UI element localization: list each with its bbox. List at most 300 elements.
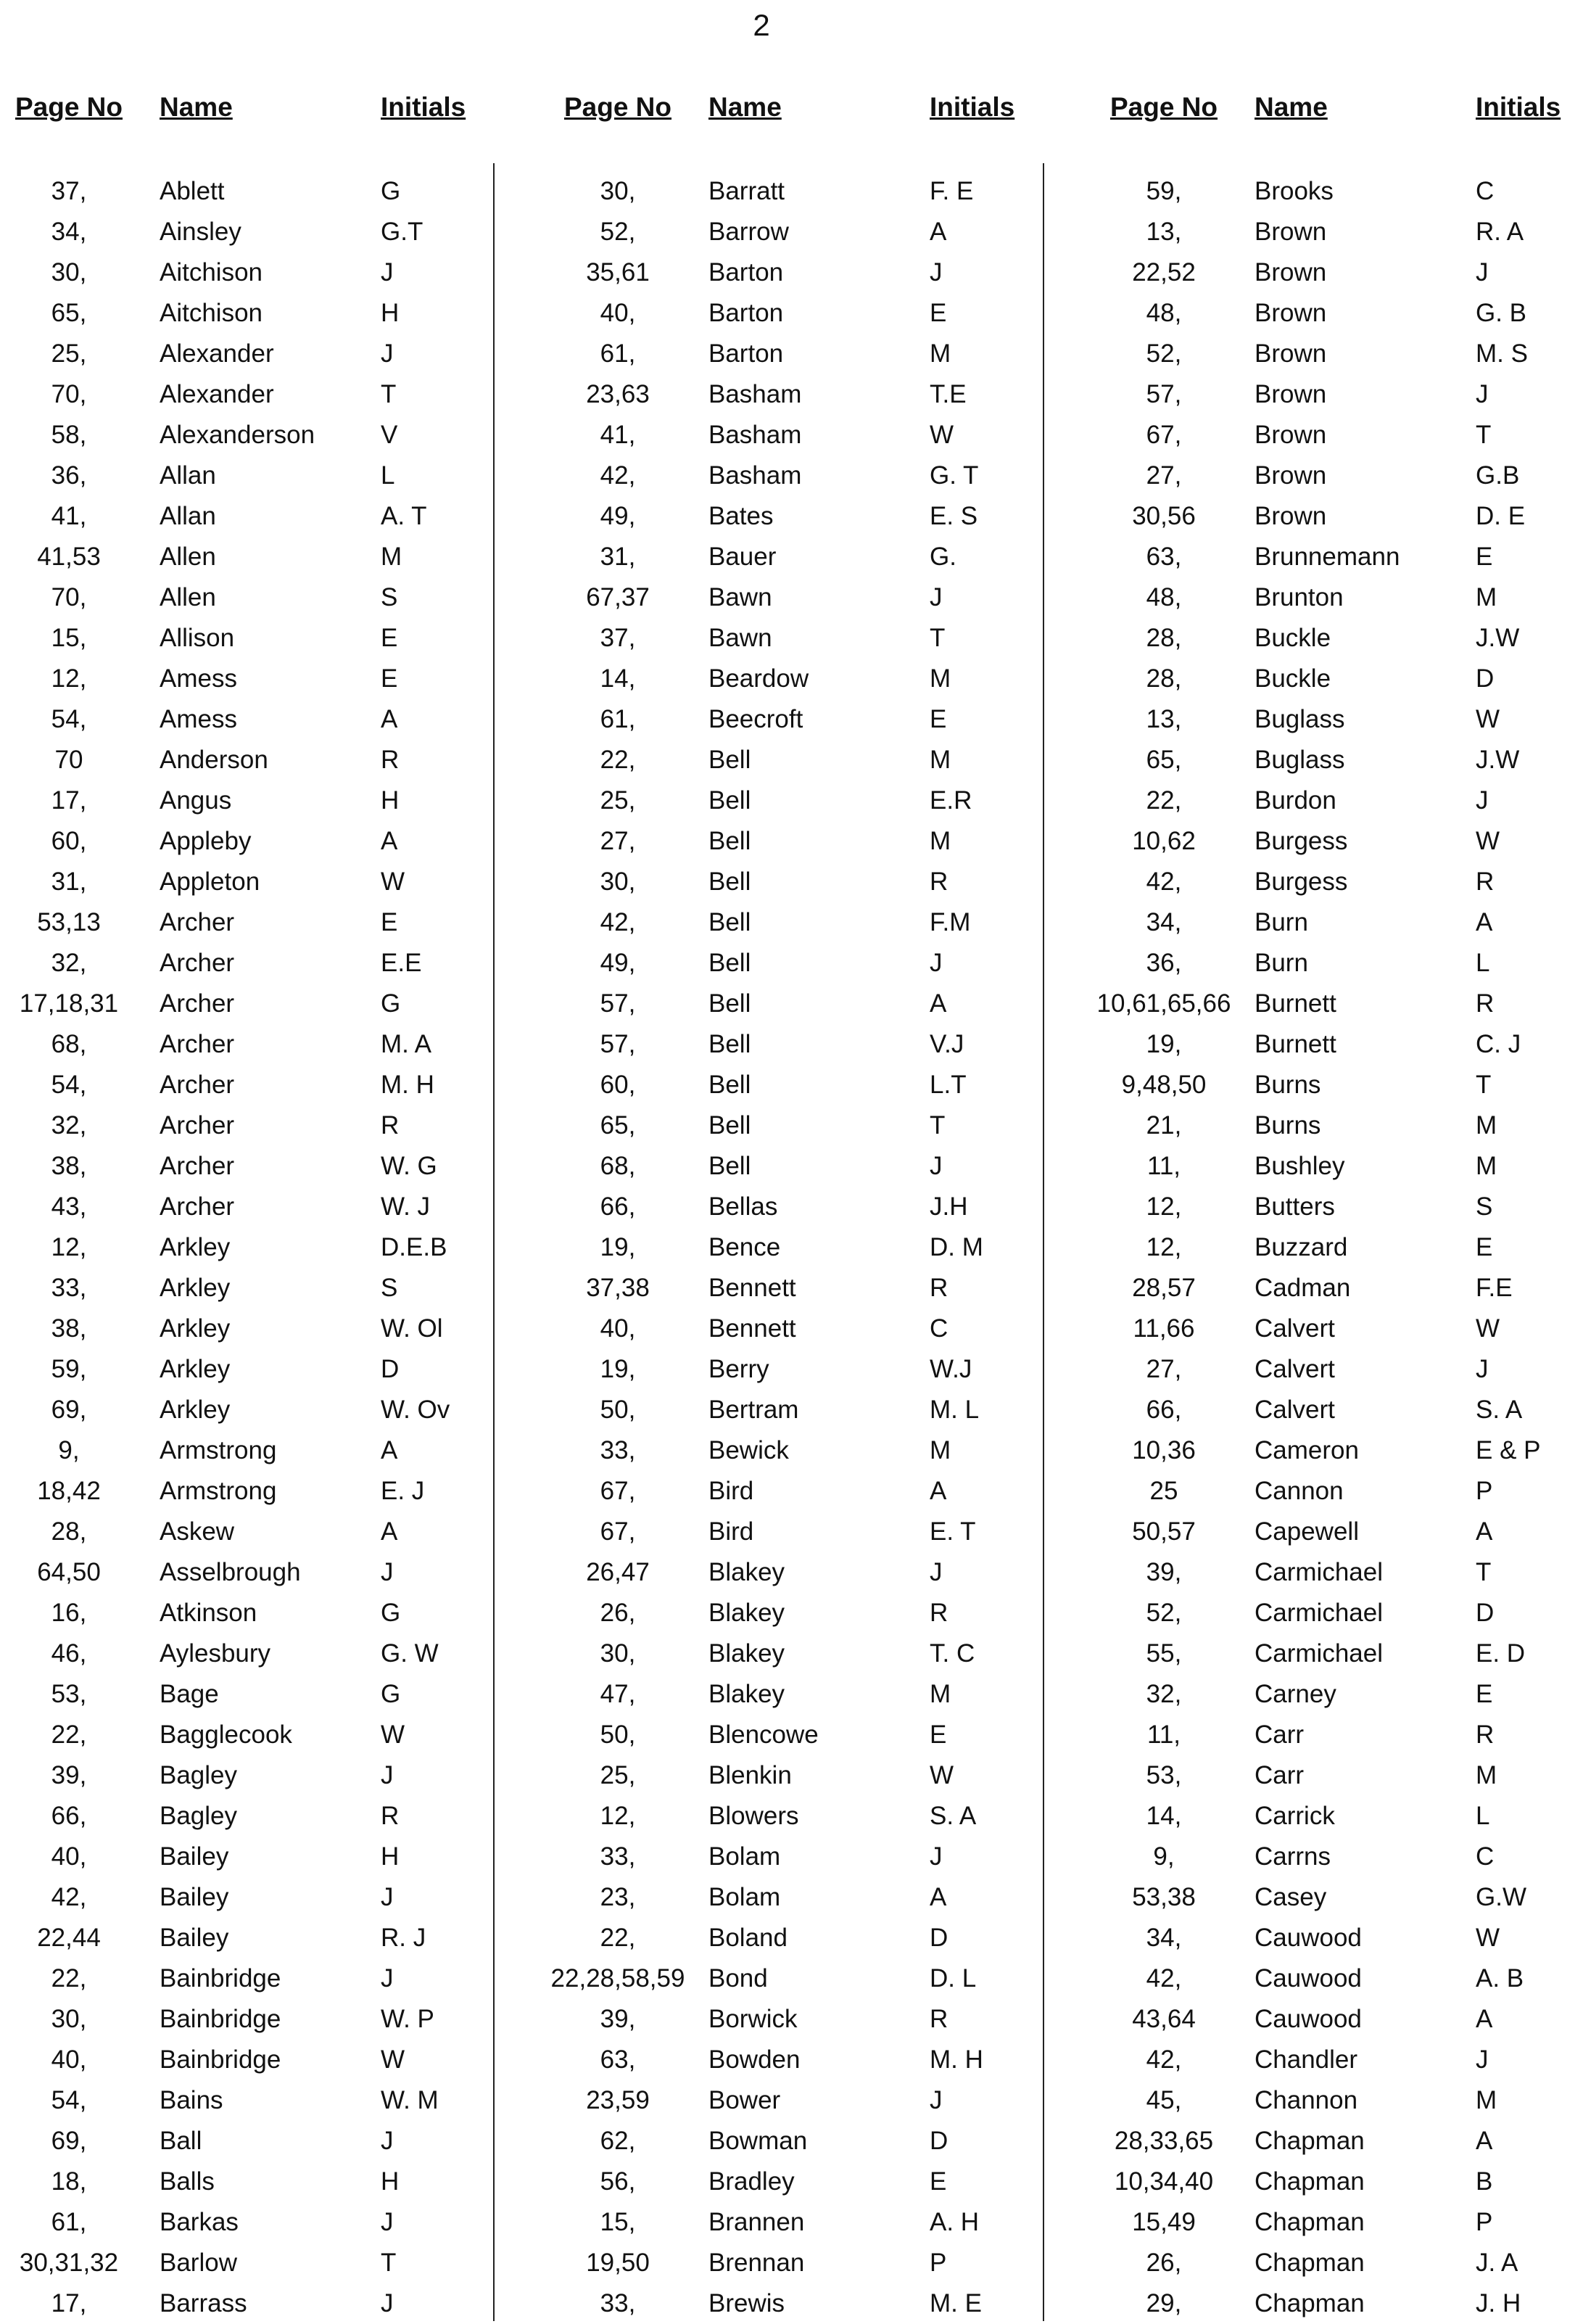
name-cell: Borwick [708, 2005, 798, 2033]
index-row [1095, 577, 1583, 618]
index-row [1095, 1999, 1583, 2040]
name-cell: Allan [160, 461, 216, 490]
page-no-cell: 19, [600, 1233, 636, 1261]
initials-cell: E [381, 908, 398, 936]
name-cell: Bond [708, 1964, 768, 1993]
initials-cell: T [1476, 1071, 1492, 1099]
page-no-cell: 39, [600, 2005, 636, 2033]
page-no-cell: 15, [600, 2208, 636, 2236]
page-no-cell: 12, [1146, 1192, 1182, 1221]
index-row [549, 456, 1057, 496]
name-cell: Archer [160, 1192, 235, 1221]
index-row [0, 1105, 508, 1146]
initials-cell: E [1476, 1680, 1493, 1708]
initials-cell: W [381, 868, 405, 896]
initials-cell: H [381, 2167, 400, 2196]
page-no-cell: 59, [1146, 177, 1182, 205]
name-cell: Burns [1255, 1071, 1321, 1099]
index-row [549, 252, 1057, 293]
page-number: 2 [753, 8, 770, 42]
name-cell: Bainbridge [160, 1964, 281, 1993]
index-row [0, 740, 508, 780]
initials-cell: E. D [1476, 1639, 1526, 1668]
index-row [1095, 699, 1583, 740]
page-no-cell: 42, [600, 908, 636, 936]
initials-cell: A. B [1476, 1964, 1524, 1993]
initials-cell: L.T [930, 1071, 967, 1099]
page-no-cell: 12, [51, 664, 87, 693]
name-cell: Bertram [708, 1396, 799, 1424]
page-no-cell: 54, [51, 705, 87, 733]
initials-cell: S. A [930, 1802, 977, 1830]
initials-cell: C [930, 1314, 948, 1343]
initials-cell: A [930, 989, 947, 1018]
index-row [1095, 1674, 1583, 1715]
page-no-cell: 42, [1146, 2045, 1182, 2074]
name-cell: Carr [1255, 1761, 1305, 1789]
initials-cell: E.E [381, 949, 422, 977]
page-no-cell: 37, [51, 177, 87, 205]
initials-cell: W [1476, 827, 1500, 855]
page-no-cell: 50, [600, 1721, 636, 1749]
initials-cell: E & P [1476, 1436, 1541, 1464]
page-no-cell: 10,62 [1132, 827, 1196, 855]
index-row [1095, 374, 1583, 415]
page-no-cell: 66, [600, 1192, 636, 1221]
index-row [549, 1430, 1057, 1471]
name-cell: Boland [708, 1924, 788, 1952]
index-row [549, 1999, 1057, 2040]
name-cell: Brunton [1255, 583, 1344, 611]
page-no-cell: 48, [1146, 299, 1182, 327]
index-row [0, 943, 508, 984]
page-no-cell: 40, [600, 1314, 636, 1343]
page-no-cell: 52, [600, 218, 636, 246]
index-row [0, 1593, 508, 1633]
index-row [0, 1390, 508, 1430]
index-row [0, 659, 508, 699]
name-cell: Bell [708, 868, 751, 896]
initials-cell: D. L [930, 1964, 977, 1993]
name-cell: Basham [708, 421, 802, 449]
initials-cell: E. S [930, 502, 978, 530]
page-no-cell: 27, [600, 827, 636, 855]
initials-cell: W [1476, 1924, 1500, 1952]
header-name: Name [708, 92, 782, 122]
initials-cell: J [930, 258, 943, 287]
name-cell: Barton [708, 258, 784, 287]
initials-cell: D. E [1476, 502, 1526, 530]
index-row [0, 2202, 508, 2243]
index-row [549, 1958, 1057, 1999]
name-cell: Cadman [1255, 1274, 1351, 1302]
name-cell: Burns [1255, 1111, 1321, 1140]
page-no-cell: 68, [51, 1030, 87, 1058]
page-no-cell: 60, [51, 827, 87, 855]
initials-cell: W [1476, 705, 1500, 733]
index-row [549, 577, 1057, 618]
initials-cell: D [930, 1924, 948, 1952]
page-no-cell: 34, [1146, 908, 1182, 936]
page-no-cell: 50, [600, 1396, 636, 1424]
index-row [549, 293, 1057, 334]
page-no-cell: 26,47 [586, 1558, 650, 1586]
index-row [1095, 415, 1583, 456]
index-row [1095, 943, 1583, 984]
index-row [1095, 212, 1583, 252]
page-no-cell: 39, [1146, 1558, 1182, 1586]
index-row [1095, 1309, 1583, 1349]
header-spacer [549, 129, 1057, 171]
index-row [549, 2202, 1057, 2243]
name-cell: Archer [160, 1030, 235, 1058]
initials-cell: R. A [1476, 218, 1524, 246]
name-cell: Barkas [160, 2208, 239, 2236]
name-cell: Brown [1255, 299, 1327, 327]
name-cell: Blakey [708, 1639, 785, 1668]
name-cell: Casey [1255, 1883, 1327, 1911]
index-row [549, 1309, 1057, 1349]
initials-cell: A [1476, 908, 1493, 936]
index-row [1095, 1146, 1583, 1187]
name-cell: Buglass [1255, 746, 1345, 774]
page-no-cell: 30, [600, 1639, 636, 1668]
index-row [1095, 2080, 1583, 2121]
name-cell: Bell [708, 1152, 751, 1180]
initials-cell: S [1476, 1192, 1493, 1221]
initials-cell: J [381, 2208, 394, 2236]
page-no-cell: 41,53 [37, 543, 101, 571]
page-no-cell: 10,34,40 [1114, 2167, 1214, 2196]
page-no-cell: 59, [51, 1355, 87, 1383]
initials-cell: R. J [381, 1924, 426, 1952]
name-cell: Basham [708, 380, 802, 408]
name-cell: Burnett [1255, 989, 1336, 1018]
index-row [1095, 659, 1583, 699]
page-no-cell: 67,37 [586, 583, 650, 611]
initials-cell: H [381, 1842, 400, 1871]
index-row [1095, 984, 1583, 1024]
index-row [1095, 1796, 1583, 1837]
page-no-cell: 28,33,65 [1114, 2127, 1214, 2155]
name-cell: Beardow [708, 664, 809, 693]
initials-cell: M. H [930, 2045, 983, 2074]
index-row [0, 1227, 508, 1268]
initials-cell: R [930, 2005, 948, 2033]
page-no-cell: 16, [51, 1599, 87, 1627]
index-row [0, 862, 508, 902]
initials-cell: D. M [930, 1233, 983, 1261]
name-cell: Brown [1255, 461, 1327, 490]
column-header-row [0, 86, 508, 129]
name-cell: Blencowe [708, 1721, 819, 1749]
page-no-cell: 22,28,58,59 [550, 1964, 685, 1993]
page-no-cell: 32, [51, 1111, 87, 1140]
page-no-cell: 9, [1153, 1842, 1175, 1871]
page-no-cell: 54, [51, 1071, 87, 1099]
header-page-no: Page No [15, 92, 123, 122]
initials-cell: S. A [1476, 1396, 1523, 1424]
page-no-cell: 61, [51, 2208, 87, 2236]
page-no-cell: 70 [54, 746, 83, 774]
initials-cell: E [381, 624, 398, 652]
initials-cell: D [381, 1355, 400, 1383]
initials-cell: M. L [930, 1396, 980, 1424]
page-no-cell: 11,66 [1133, 1314, 1195, 1343]
name-cell: Anderson [160, 746, 268, 774]
index-row [1095, 862, 1583, 902]
name-cell: Archer [160, 949, 235, 977]
name-cell: Buglass [1255, 705, 1345, 733]
initials-cell: J [381, 1883, 394, 1911]
initials-cell: F.E [1476, 1274, 1513, 1302]
name-cell: Bailey [160, 1842, 229, 1871]
initials-cell: T [930, 624, 946, 652]
page-no-cell: 15,49 [1132, 2208, 1196, 2236]
page-no-cell: 65, [1146, 746, 1182, 774]
index-row [1095, 2040, 1583, 2080]
index-row [0, 1999, 508, 2040]
page-no-cell: 30,56 [1132, 502, 1196, 530]
page-no-cell: 33, [600, 2289, 636, 2317]
page-no-cell: 56, [600, 2167, 636, 2196]
page-no-cell: 28, [51, 1517, 87, 1546]
page-no-cell: 38, [51, 1314, 87, 1343]
initials-cell: W [930, 1761, 954, 1789]
name-cell: Archer [160, 908, 235, 936]
name-cell: Ball [160, 2127, 202, 2155]
name-cell: Blakey [708, 1680, 785, 1708]
index-row [1095, 456, 1583, 496]
name-cell: Bawn [708, 583, 772, 611]
page-no-cell: 63, [1146, 543, 1182, 571]
initials-cell: R [381, 1111, 400, 1140]
name-cell: Asselbrough [160, 1558, 301, 1586]
page-no-cell: 19,50 [586, 2249, 650, 2277]
initials-cell: D [1476, 664, 1495, 693]
name-cell: Allan [160, 502, 216, 530]
page-no-cell: 14, [600, 664, 636, 693]
header-page-no: Page No [1109, 92, 1218, 122]
page-no-cell: 49, [600, 502, 636, 530]
index-row [0, 1674, 508, 1715]
name-cell: Bennett [708, 1314, 796, 1343]
name-cell: Bowman [708, 2127, 808, 2155]
initials-cell: G. [930, 543, 956, 571]
name-cell: Aitchison [160, 299, 263, 327]
index-row [549, 1633, 1057, 1674]
name-cell: Barton [708, 299, 784, 327]
index-row [0, 252, 508, 293]
name-cell: Blakey [708, 1558, 785, 1586]
index-row [0, 1187, 508, 1227]
page-no-cell: 40, [51, 2045, 87, 2074]
name-cell: Barton [708, 339, 784, 368]
page-no-cell: 68, [600, 1152, 636, 1180]
name-cell: Cauwood [1255, 2005, 1362, 2033]
page-no-cell: 35,61 [586, 258, 650, 287]
page-no-cell: 30, [600, 868, 636, 896]
page-no-cell: 48, [1146, 583, 1182, 611]
page-no-cell: 13, [1146, 218, 1182, 246]
index-row [0, 171, 508, 212]
initials-cell: T [1476, 1558, 1492, 1586]
page-no-cell: 25, [600, 1761, 636, 1789]
name-cell: Bagglecook [160, 1721, 292, 1749]
initials-cell: S [381, 583, 398, 611]
index-row [549, 1755, 1057, 1796]
page-no-cell: 62, [600, 2127, 636, 2155]
column-header-row [549, 86, 1057, 129]
index-row [0, 1552, 508, 1593]
index-row [1095, 334, 1583, 374]
initials-cell: E [930, 299, 947, 327]
initials-cell: J [1476, 380, 1489, 408]
initials-cell: B [1476, 2167, 1493, 2196]
initials-cell: R [930, 1274, 948, 1302]
initials-cell: W [930, 421, 954, 449]
initials-cell: J [381, 1761, 394, 1789]
initials-cell: M [930, 1680, 951, 1708]
name-cell: Allen [160, 543, 216, 571]
page-no-cell: 66, [51, 1802, 87, 1830]
index-row [549, 1593, 1057, 1633]
initials-cell: M [1476, 1761, 1497, 1789]
index-row [1095, 1105, 1583, 1146]
initials-cell: A [1476, 2127, 1493, 2155]
name-cell: Bower [708, 2086, 781, 2114]
initials-cell: W [381, 1721, 405, 1749]
name-cell: Bird [708, 1477, 754, 1505]
page-no-cell: 42, [1146, 868, 1182, 896]
name-cell: Butters [1255, 1192, 1335, 1221]
name-cell: Carmichael [1255, 1558, 1383, 1586]
index-row [1095, 1755, 1583, 1796]
index-row [0, 984, 508, 1024]
name-cell: Appleton [160, 868, 260, 896]
name-cell: Bowden [708, 2045, 801, 2074]
index-row [549, 415, 1057, 456]
name-cell: Bell [708, 908, 751, 936]
page-no-cell: 22, [1146, 786, 1182, 815]
index-row [0, 1024, 508, 1065]
initials-cell: M [381, 543, 402, 571]
initials-cell: G [381, 1599, 401, 1627]
name-cell: Brown [1255, 258, 1327, 287]
name-cell: Chapman [1255, 2127, 1365, 2155]
index-row [549, 1877, 1057, 1918]
page-no-cell: 60, [600, 1071, 636, 1099]
page-no-cell: 47, [600, 1680, 636, 1708]
name-cell: Brown [1255, 380, 1327, 408]
initials-cell: M. A [381, 1030, 432, 1058]
name-cell: Archer [160, 989, 235, 1018]
name-cell: Burn [1255, 949, 1308, 977]
page-no-cell: 11, [1146, 1152, 1181, 1180]
index-row [0, 577, 508, 618]
page-no-cell: 12, [600, 1802, 636, 1830]
initials-cell: T.E [930, 380, 967, 408]
index-row [0, 2283, 508, 2324]
page-no-cell: 37,38 [586, 1274, 650, 1302]
initials-cell: E [1476, 543, 1493, 571]
name-cell: Arkley [160, 1355, 231, 1383]
index-row [0, 1430, 508, 1471]
name-cell: Amess [160, 664, 237, 693]
page-no-cell: 49, [600, 949, 636, 977]
page-no-cell: 27, [1146, 461, 1182, 490]
name-cell: Brown [1255, 339, 1327, 368]
name-cell: Appleby [160, 827, 252, 855]
initials-cell: A [930, 218, 947, 246]
name-cell: Bushley [1255, 1152, 1345, 1180]
index-row [0, 902, 508, 943]
initials-cell: E [1476, 1233, 1493, 1261]
page-no-cell: 57, [1146, 380, 1182, 408]
index-row [1095, 496, 1583, 537]
index-row [0, 1715, 508, 1755]
page-no-cell: 67, [600, 1477, 636, 1505]
initials-cell: G. W [381, 1639, 439, 1668]
index-section-2 [549, 86, 1057, 2324]
index-row [1095, 2162, 1583, 2202]
header-page-no: Page No [563, 92, 672, 122]
index-row [0, 496, 508, 537]
index-row [0, 2162, 508, 2202]
initials-cell: C [1476, 177, 1495, 205]
initials-cell: D [930, 2127, 948, 2155]
name-cell: Bell [708, 1030, 751, 1058]
initials-cell: E [930, 2167, 947, 2196]
name-cell: Bailey [160, 1924, 229, 1952]
page-no-cell: 69, [51, 1396, 87, 1424]
initials-cell: W.J [930, 1355, 972, 1383]
name-cell: Blenkin [708, 1761, 792, 1789]
name-cell: Brunnemann [1255, 543, 1400, 571]
page-no-cell: 67, [600, 1517, 636, 1546]
page-no-cell: 27, [1146, 1355, 1182, 1383]
index-row [1095, 618, 1583, 659]
name-cell: Bennett [708, 1274, 796, 1302]
index-row [549, 659, 1057, 699]
index-row [1095, 1837, 1583, 1877]
name-cell: Bence [708, 1233, 781, 1261]
initials-cell: M [930, 1436, 951, 1464]
initials-cell: C. J [1476, 1030, 1521, 1058]
page-no-cell: 41, [51, 502, 87, 530]
page-no-cell: 25 [1149, 1477, 1178, 1505]
initials-cell: V [381, 421, 398, 449]
index-row [0, 374, 508, 415]
initials-cell: A [381, 705, 398, 733]
page-no-cell: 67, [1146, 421, 1182, 449]
initials-cell: E.R [930, 786, 972, 815]
initials-cell: L [381, 461, 395, 490]
initials-cell: J [930, 1842, 943, 1871]
index-row [549, 1471, 1057, 1512]
page-no-cell: 14, [1146, 1802, 1182, 1830]
page-no-cell: 64,50 [37, 1558, 101, 1586]
index-row [549, 171, 1057, 212]
page-no-cell: 61, [600, 339, 636, 368]
index-row [0, 780, 508, 821]
index-row [0, 456, 508, 496]
initials-cell: J [930, 1152, 943, 1180]
index-row [549, 2162, 1057, 2202]
index-row [549, 1105, 1057, 1146]
index-row [0, 1755, 508, 1796]
initials-cell: M [1476, 1111, 1497, 1140]
